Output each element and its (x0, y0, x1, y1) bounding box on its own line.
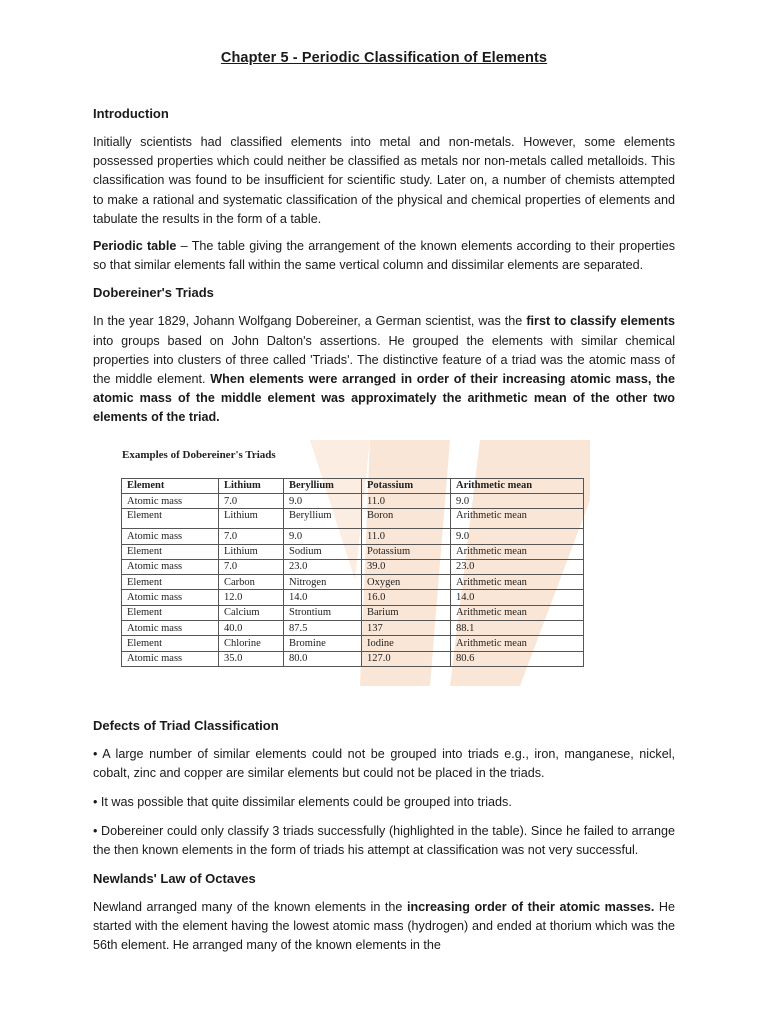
table-cell: 88.1 (451, 621, 584, 636)
table-cell: 9.0 (451, 493, 584, 508)
table-cell: 14.0 (451, 590, 584, 605)
dobereiner-heading: Dobereiner's Triads (93, 285, 214, 301)
header-cell: Element (122, 478, 219, 493)
table-cell: Element (122, 509, 219, 529)
document-page (93, 50, 675, 963)
table-cell: Bromine (284, 636, 362, 651)
table-cell: Arithmetic mean (451, 636, 584, 651)
table-row (122, 605, 584, 620)
table-cell: Element (122, 636, 219, 651)
table-cell: Nitrogen (284, 575, 362, 590)
header-cell: Potassium (362, 478, 451, 493)
triads-figure (120, 440, 590, 686)
table-cell: 23.0 (284, 559, 362, 574)
table-cell: 80.6 (451, 651, 584, 666)
table-cell: 137 (362, 621, 451, 636)
table-cell: 23.0 (451, 559, 584, 574)
table-cell: 127.0 (362, 651, 451, 666)
table-body (122, 493, 584, 666)
table-cell: Atomic mass (122, 529, 219, 544)
table-cell: Element (122, 605, 219, 620)
chapter-title: Chapter 5 - Periodic Classification of Elements (220, 50, 548, 66)
table-cell: 7.0 (219, 529, 284, 544)
dobereiner-text-1: In the year 1829, Johann Wolfgang Dobereiner, a German scientist, was the (93, 314, 527, 329)
table-cell: 35.0 (219, 651, 284, 666)
table-cell: Element (122, 575, 219, 590)
table-cell: 12.0 (219, 590, 284, 605)
figure-caption: Examples of Dobereiner's Triads (122, 448, 276, 461)
table-cell: Arithmetic mean (451, 509, 584, 529)
table-row (122, 651, 584, 666)
defects-list (93, 745, 675, 861)
table-cell: Chlorine (219, 636, 284, 651)
newlands-text-1: Newland arranged many of the known elements in the (93, 899, 407, 914)
table-cell: Sodium (284, 544, 362, 559)
defect-item: • Dobereiner could only classify 3 triads successfully (highlighted in the table). Since he failed to arrange the then known elements in the form of triads his attempt at classification was not very successful. (93, 824, 675, 858)
table-cell: Atomic mass (122, 559, 219, 574)
newlands-heading: Newlands' Law of Octaves (93, 870, 256, 886)
table-cell: 7.0 (219, 493, 284, 508)
defects-heading: Defects of Triad Classification (93, 717, 279, 733)
table-cell: Boron (362, 509, 451, 529)
introduction-paragraph: Initially scientists had classified elements into metal and non-metals. However, some elements possessed properties which could neither be classified as metals nor non-metals called metalloids. This classification was found to be insufficient for scientific study. Later on, a number of chemists attempted to make a rational and systematic classification of the physical and chemical properties of elements and tabulate the results in the form of a table. (93, 135, 675, 226)
table-cell: 87.5 (284, 621, 362, 636)
table-cell: 7.0 (219, 559, 284, 574)
table-cell: Potassium (362, 544, 451, 559)
dobereiner-paragraph (93, 312, 675, 427)
header-cell: Lithium (219, 478, 284, 493)
table-cell: Strontium (284, 605, 362, 620)
table-cell: 9.0 (451, 529, 584, 544)
table-cell: 14.0 (284, 590, 362, 605)
periodic-table-paragraph (93, 237, 675, 275)
defect-item: • It was possible that quite dissimilar elements could be grouped into triads. (93, 795, 512, 810)
dobereiner-bold-1: first to classify elements (526, 314, 675, 329)
table-row (122, 559, 584, 574)
table-cell: Arithmetic mean (451, 544, 584, 559)
table-cell: Arithmetic mean (451, 605, 584, 620)
defect-item: • A large number of similar elements could not be grouped into triads e.g., iron, manganese, nickel, cobalt, zinc and copper are similar elements but could not be placed in the triads. (93, 746, 675, 780)
triads-table (121, 478, 584, 667)
header-cell: Beryllium (284, 478, 362, 493)
table-row (122, 636, 584, 651)
table-cell: Carbon (219, 575, 284, 590)
table-cell: Lithium (219, 509, 284, 529)
table-cell: Iodine (362, 636, 451, 651)
periodic-table-term: Periodic table (93, 239, 177, 254)
table-cell: 11.0 (362, 529, 451, 544)
table-cell: Oxygen (362, 575, 451, 590)
table-cell: Atomic mass (122, 493, 219, 508)
table-cell: Atomic mass (122, 651, 219, 666)
dobereiner-bold-2: When elements were arranged in order of their increasing atomic mass, the atomic mass of the middle element was approximately the arithmetic mean of the other two elements of the triad. (93, 372, 676, 425)
table-row (122, 509, 584, 529)
table-cell: 11.0 (362, 493, 451, 508)
table-cell: 40.0 (219, 621, 284, 636)
table-cell: Arithmetic mean (451, 575, 584, 590)
table-cell: Barium (362, 605, 451, 620)
table-cell: 9.0 (284, 529, 362, 544)
table-row (122, 529, 584, 544)
table-row (122, 493, 584, 508)
table-row (122, 544, 584, 559)
dobereiner-text-2: into groups based on John Dalton's assertions. He grouped the elements with similar chemical properties into clusters of three called 'Triads'. The distinctive feature of a triad was the atomic mass of the middle element. (93, 333, 675, 387)
table-cell: 39.0 (362, 559, 451, 574)
table-cell: Lithium (219, 544, 284, 559)
introduction-heading: Introduction (93, 106, 169, 121)
table-cell: 80.0 (284, 651, 362, 666)
table-cell: Element (122, 544, 219, 559)
header-cell: Arithmetic mean (451, 478, 584, 493)
table-header-row (122, 478, 584, 493)
table-cell: Calcium (219, 605, 284, 620)
table-cell: 16.0 (362, 590, 451, 605)
newlands-bold-1: increasing order of their atomic masses. (406, 899, 655, 914)
table-cell: Atomic mass (122, 590, 219, 605)
table-row (122, 575, 584, 590)
table-row (122, 621, 584, 636)
table-cell: Beryllium (284, 509, 362, 529)
table-cell: 9.0 (284, 493, 362, 508)
table-row (122, 590, 584, 605)
periodic-table-definition: – The table giving the arrangement of the known elements according to their properties so that similar elements fall within the same vertical column and dissimilar elements are separated. (93, 239, 675, 273)
newlands-paragraph (93, 898, 675, 956)
table-cell: Atomic mass (122, 621, 219, 636)
newlands-text-2: He started with the element having the lowest atomic mass (hydrogen) and ended at thorium which was the 56th element. He arranged many of the known elements in the (93, 899, 676, 953)
